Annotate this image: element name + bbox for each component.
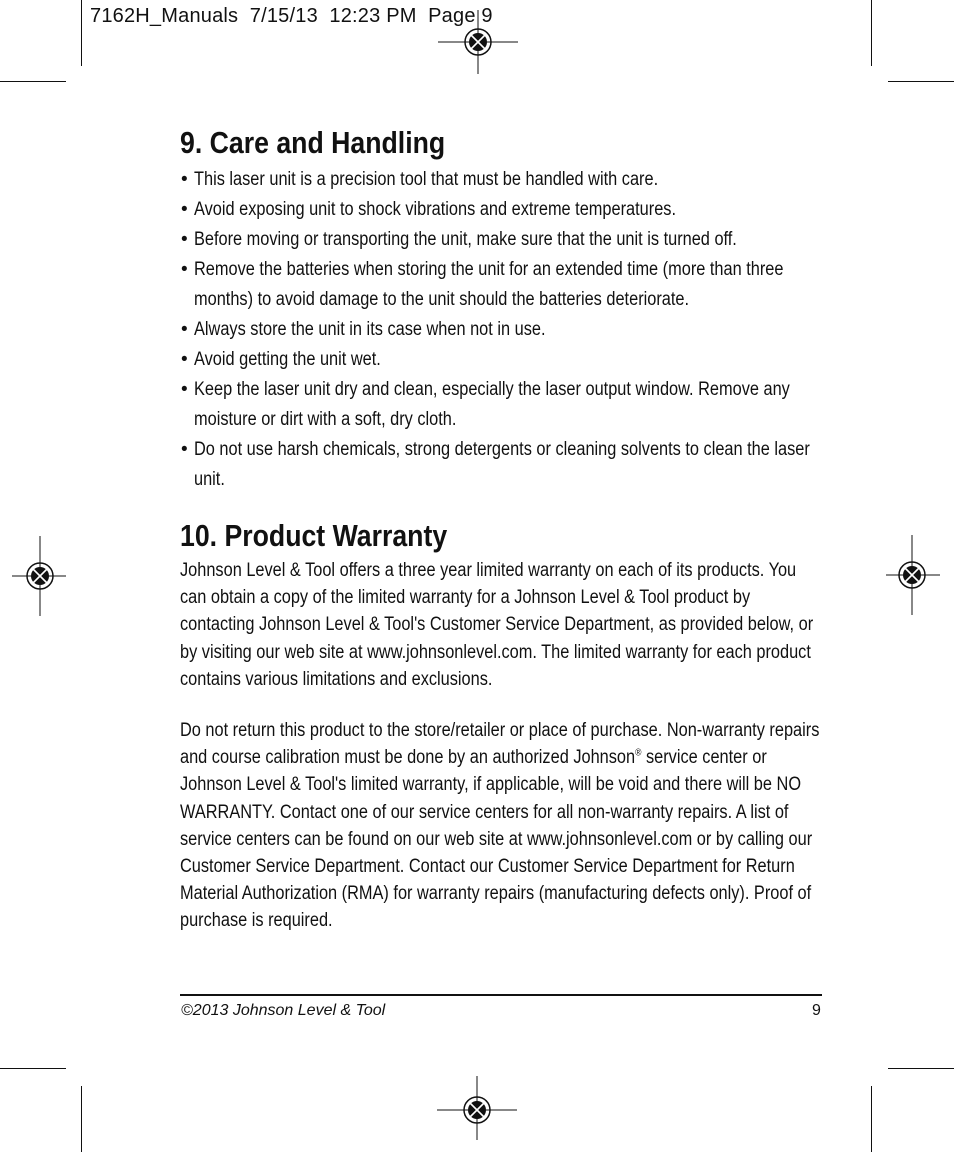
return-policy-paragraph bbox=[180, 717, 822, 935]
bullet-icon: • bbox=[181, 319, 188, 340]
crop-mark-bottom-right-horizontal bbox=[888, 1068, 954, 1069]
registration-mark-icon bbox=[438, 2, 518, 82]
list-item-text: Before moving or transporting the unit, make sure that the unit is turned off. bbox=[194, 229, 737, 250]
crop-mark-bottom-left-horizontal bbox=[0, 1068, 66, 1069]
page-content bbox=[180, 124, 822, 935]
page-number: 9 bbox=[812, 1002, 821, 1019]
list-item bbox=[180, 315, 822, 345]
footer-copyright: ©2013 Johnson Level & Tool bbox=[181, 1002, 386, 1019]
registered-mark: ® bbox=[635, 747, 642, 759]
footer-divider bbox=[180, 994, 822, 996]
return-policy-text-end: service center or Johnson Level & Tool's limited warranty, if applicable, will be void and there will be NO WARRANTY. Contact one of our service centers for all non-warranty repairs. A list of service centers can be found on our web site at www.johnsonlevel.com or by calling our Customer Service Department. Contact our Customer Service Department for Return Material Authorization (RMA) for warranty repairs (manufacturing defects only). Proof of purchase is required. bbox=[180, 747, 813, 932]
registration-mark-icon bbox=[872, 535, 952, 615]
return-policy-text bbox=[180, 717, 822, 935]
bullet-icon: • bbox=[181, 349, 188, 370]
list-item bbox=[180, 375, 822, 435]
print-slug: 7162H_Manuals 7/15/13 12:23 PM Page 9 bbox=[90, 5, 493, 27]
list-item bbox=[180, 435, 822, 495]
return-policy-text-start: Do not return this product to the store/retailer or place of purchase. Non-warranty repairs and course calibration must be done by an authorized Johnson bbox=[180, 720, 820, 769]
crop-mark-bottom-right-vertical bbox=[871, 1086, 872, 1152]
bullet-icon: • bbox=[181, 169, 188, 190]
bullet-icon: • bbox=[181, 259, 188, 280]
crop-mark-bottom-left-vertical bbox=[81, 1086, 82, 1152]
list-item-text: Do not use harsh chemicals, strong detergents or cleaning solvents to clean the laser unit. bbox=[194, 439, 810, 490]
list-item bbox=[180, 345, 822, 375]
registration-mark-icon bbox=[0, 536, 80, 616]
crop-mark-top-left-horizontal bbox=[0, 81, 66, 82]
bullet-icon: • bbox=[181, 229, 188, 250]
list-item-text: This laser unit is a precision tool that must be handled with care. bbox=[194, 169, 659, 190]
care-bullet-list bbox=[180, 165, 822, 495]
list-item bbox=[180, 165, 822, 195]
bullet-icon: • bbox=[181, 439, 188, 460]
list-item bbox=[180, 195, 822, 225]
warranty-paragraph-text: Johnson Level & Tool offers a three year limited warranty on each of its products. You can obtain a copy of the limited warranty for a Johnson Level & Tool product by contacting Johnson Level & Tool's Customer Service Department, as provided below, or by visiting our web site at www.johnsonlevel.com. The limited warranty for each product contains various limitations and exclusions. bbox=[180, 560, 814, 690]
crop-mark-top-right-vertical bbox=[871, 0, 872, 66]
warranty-section-title: 10. Product Warranty bbox=[180, 518, 448, 553]
registration-mark-icon bbox=[437, 1070, 517, 1150]
bullet-icon: • bbox=[181, 199, 188, 220]
crop-mark-top-left-vertical bbox=[81, 0, 82, 66]
warranty-paragraph bbox=[180, 557, 822, 693]
list-item-text: Always store the unit in its case when not in use. bbox=[194, 319, 546, 340]
care-section-title: 9. Care and Handling bbox=[180, 125, 446, 160]
list-item bbox=[180, 225, 822, 255]
list-item-text: Avoid exposing unit to shock vibrations and extreme temperatures. bbox=[194, 199, 677, 220]
list-item bbox=[180, 255, 822, 315]
list-item-text: Remove the batteries when storing the unit for an extended time (more than three months) to avoid damage to the unit should the batteries deteriorate. bbox=[194, 259, 784, 310]
list-item-text: Keep the laser unit dry and clean, especially the laser output window. Remove any moisture or dirt with a soft, dry cloth. bbox=[194, 379, 790, 430]
crop-mark-top-right-horizontal bbox=[888, 81, 954, 82]
list-item-text: Avoid getting the unit wet. bbox=[194, 349, 381, 370]
bullet-icon: • bbox=[181, 379, 188, 400]
